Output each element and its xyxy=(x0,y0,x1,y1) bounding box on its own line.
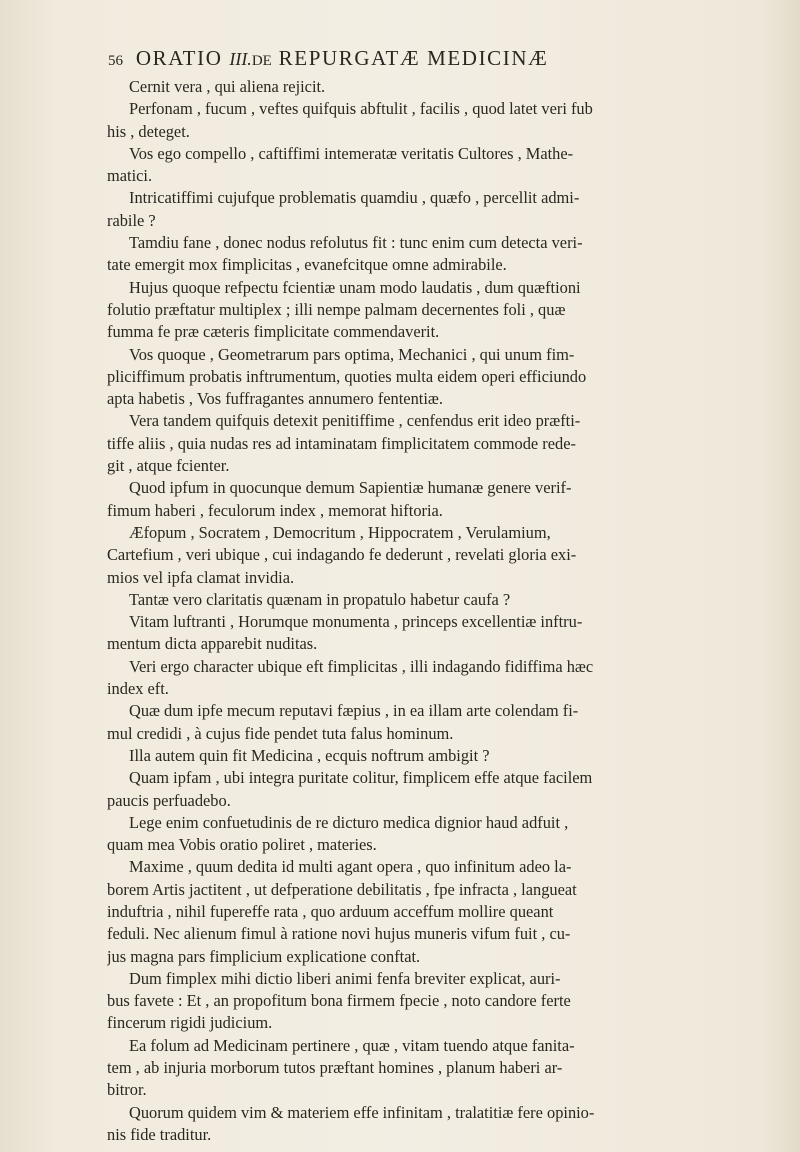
text-line: Vera tandem quifquis detexit penitiffime , cenfendus erit ideo præfti- xyxy=(129,411,581,431)
text-line: Quorum quidem vim & materiem effe infinitam , tralatitiæ fere opinio- xyxy=(129,1102,595,1122)
text-line: mentum dicta apparebit nuditas. xyxy=(107,634,318,654)
text-line: Veri ergo character ubique eft fimplicitas , illi indagando fidiffima hæc xyxy=(129,656,594,676)
text-line: Perfonam , fucum , veftes quifquis abftulit , facilis , quod latet veri fub xyxy=(129,99,593,119)
text-line: git , atque fcienter. xyxy=(107,456,230,476)
header-title-subject: REPURGATÆ MEDICINÆ xyxy=(278,46,549,70)
text-line: Tamdiu fane , donec nodus refolutus fit : tunc enim cum detecta veri- xyxy=(129,233,583,253)
text-line: Intricatiffimi cujufque problematis quamdiu , quæfo , percellit admi- xyxy=(129,188,580,208)
text-line: tiffe aliis , quia nudas res ad intaminatam fimplicitatem commode rede- xyxy=(107,433,576,453)
text-line: tem , ab injuria morborum tutos præftant homines , planum haberi ar- xyxy=(107,1058,563,1078)
text-line: rabile ? xyxy=(107,210,156,230)
text-line: mul credidi , à cujus fide pendet tuta falus hominum. xyxy=(107,723,454,743)
text-line: Illa autem quin fit Medicina , ecquis noftrum ambigit ? xyxy=(129,745,490,765)
text-line: fincerum rigidi judicium. xyxy=(107,1013,273,1033)
text-line: his , deteget. xyxy=(107,121,190,141)
text-line: pliciffimum probatis inftrumentum, quoties multa eidem operi efficiundo xyxy=(107,366,587,386)
text-line: Quod ipfum in quocunque demum Sapientiæ humanæ genere verif- xyxy=(129,478,572,498)
header-title-oratio: ORATIO xyxy=(135,46,223,70)
page-number: 56 xyxy=(108,53,123,69)
text-line: apta habetis , Vos fuffragantes annumero fententiæ. xyxy=(107,389,443,409)
text-line: Ea folum ad Medicinam pertinere , quæ , vitam tuendo atque fanita- xyxy=(129,1035,575,1055)
text-line: fimum haberi , feculorum index , memorat hiftoria. xyxy=(107,500,443,520)
text-line: tate emergit mox fimplicitas , evanefcitque omne admirabile. xyxy=(107,255,507,275)
text-line: folutio præftatur multiplex ; illi nempe palmam decernentes foli , quæ xyxy=(107,299,566,319)
text-line: Maxime , quum dedita id multi agant opera , quo infinitum adeo la- xyxy=(129,857,572,877)
text-line: quam mea Vobis oratio poliret , materies. xyxy=(107,835,377,855)
header-title-de: DE xyxy=(251,53,272,69)
text-line: nis fide traditur. xyxy=(107,1124,212,1144)
running-header xyxy=(108,46,748,76)
text-line: Quæ dum ipfe mecum reputavi fæpius , in ea illam arte colendam fi- xyxy=(129,701,579,721)
text-line: borem Artis jactitent , ut defperatione debilitatis , fpe infracta , langueat xyxy=(107,879,577,899)
text-line: Tantæ vero claritatis quænam in propatulo habetur caufa ? xyxy=(129,589,511,609)
text-line: matici. xyxy=(107,166,153,186)
text-line: Hujus quoque refpectu fcientiæ unam modo laudatis , dum quæftioni xyxy=(129,277,581,297)
text-line: mios vel ipfa clamat invidia. xyxy=(107,567,295,587)
text-line: Dum fimplex mihi dictio liberi animi fenfa breviter explicat, auri- xyxy=(129,968,561,988)
text-line: Lege enim confuetudinis de re dicturo medica dignior haud adfuit , xyxy=(129,812,569,832)
text-line: bus favete : Et , an propofitum bona firmem fpecie , noto candore ferte xyxy=(107,991,571,1011)
body-text xyxy=(107,76,769,1146)
text-line: Quam ipfam , ubi integra puritate colitur, fimplicem effe atque facilem xyxy=(129,768,593,788)
text-line: jus magna pars fimplicium explicatione conftat. xyxy=(107,946,421,966)
text-line: Vos quoque , Geometrarum pars optima, Mechanici , qui unum fim- xyxy=(129,344,575,364)
header-title-numeral: III. xyxy=(229,49,252,69)
text-line: fumma fe præ cæteris fimplicitate commendaverit. xyxy=(107,322,440,342)
text-line: Cernit vera , qui aliena rejicit. xyxy=(129,77,326,96)
text-line: index eft. xyxy=(107,679,169,699)
text-line: paucis perfuadebo. xyxy=(107,790,231,810)
text-line: Vitam luftranti , Horumque monumenta , princeps excellentiæ inftru- xyxy=(129,612,583,632)
text-line: bitror. xyxy=(107,1080,147,1100)
text-line: Vos ego compello , caftiffimi intemeratæ veritatis Cultores , Mathe- xyxy=(129,143,574,163)
text-line: Æfopum , Socratem , Democritum , Hippocratem , Verulamium, xyxy=(129,522,551,542)
text-line: induftria , nihil fupereffe rata , quo arduum acceffum mollire queant xyxy=(107,901,554,921)
text-line: feduli. Nec alienum fimul à ratione novi hujus muneris vifum fuit , cu- xyxy=(107,924,571,944)
text-line: Cartefium , veri ubique , cui indagando fe dederunt , revelati gloria exi- xyxy=(107,545,577,565)
